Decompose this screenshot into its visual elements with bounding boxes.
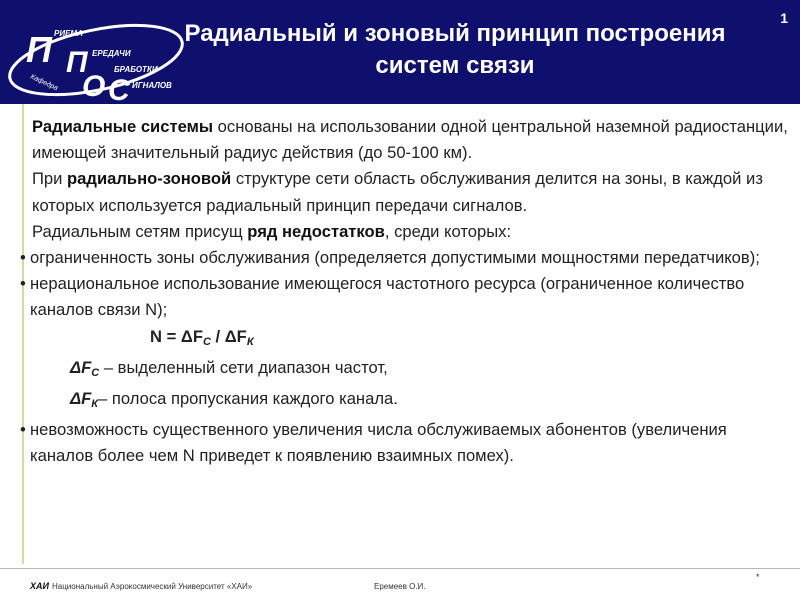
title-line-2: систем связи [375,52,535,79]
channel-count-formula: $N = \Delta F_C / \Delta F_К$ [150,326,254,348]
logo-arc-text: Кафедра [29,73,59,93]
footer-divider [0,568,800,569]
definition-allocated-band: $\Delta F_C$ – выделенный сети диапазон частот, [70,357,388,379]
list-item: • невозможность существенного увеличения числа обслуживаемых абонентов (увеличения каналов более чем N приведет к появлению взаимных помех). [22,417,792,469]
footer-university: Национальный Аэрокосмический Университет «ХАИ» [52,582,253,591]
page-title [140,18,770,82]
list-item: • нерациональное использование имеющегося частотного ресурса (ограниченное количество каналов связи N); [22,271,792,323]
paragraph-radial: Радиальные системы основаны на использовании одной центральной наземной радиостанции, имеющей значительный радиус действия (до 50-100 км). [32,117,788,163]
term-radial-systems: Радиальные системы [32,117,214,136]
paragraph-radial-zonal: При радиально-зоновой структуре сети область обслуживания делится на зоны, в каждой из которых используется радиальный принцип передачи сигналов. [32,169,763,215]
logo-letter-p1: П [26,29,52,70]
logo-letter-o: О [82,70,106,103]
bullet-icon: • [20,248,26,268]
logo-letter-s: С [108,74,130,104]
logo-word-1: РИЕМА [54,29,83,38]
logo-word-3: БРАБОТКИ [114,65,158,74]
list-item: • ограниченность зоны обслуживания (определяется допустимыми мощностями передатчиков); [22,245,792,271]
footer-author: Еремеев О.И. [374,582,426,591]
term-radial-zonal: радиально-зоновой [67,169,232,189]
slide-footer [0,568,800,600]
khai-logo: ХАИ [30,581,49,591]
definition-channel-bandwidth: $\Delta F_К-$ полоса пропускания каждого канала. [70,389,398,411]
slide-number: 1 [780,10,788,26]
term-drawbacks: ряд недостатков [247,221,385,241]
logo-word-2: ЕРЕДАЧИ [92,49,131,58]
title-line-1: Радиальный и зоновый принцип построения [184,20,726,47]
footer-star: * [756,572,760,582]
paragraph-drawbacks: Радиальным сетям присущ ряд недостатков, среди которых: [32,221,512,241]
slide-body [22,114,792,470]
bullet-icon: • [20,274,26,294]
bullet-icon: • [20,420,26,440]
logo-word-4: ИГНАЛОВ [132,81,172,90]
logo-letter-p2: П [66,46,88,79]
slide-header [0,0,800,104]
